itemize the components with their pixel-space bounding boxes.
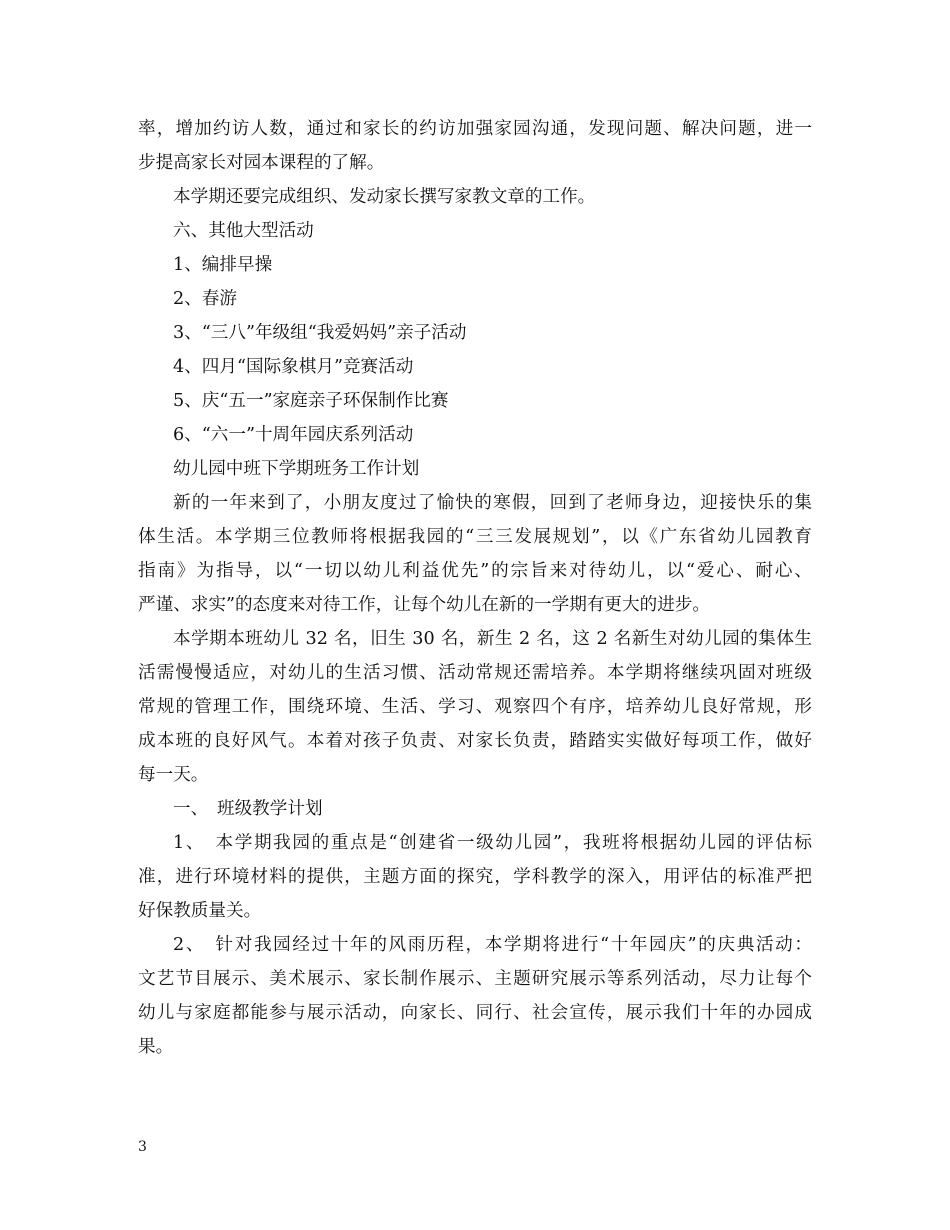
text-line: 率，增加约访人数，通过和家长的约访加强家园沟通，发现问题、解决问题，进一 xyxy=(138,119,812,139)
text-line: 好保教质量关。 xyxy=(138,901,262,921)
text-line: 新的一年来到了，小朋友度过了愉快的寒假，回到了老师身边，迎接快乐的集 xyxy=(173,493,812,513)
text-line: 每一天。 xyxy=(138,765,209,785)
text-line: 体生活。本学期三位教师将根据我园的“三三发展规划”，以《广东省幼儿园教育 xyxy=(138,527,812,547)
text-line: 常规的管理工作，围绕环境、生活、学习、观察四个有序，培养幼儿良好常规，形 xyxy=(138,697,812,717)
text-line: 文艺节目展示、美术展示、家长制作展示、主题研究展示等系列活动，尽力让每个 xyxy=(138,969,812,989)
page-number: 3 xyxy=(138,1139,147,1155)
text-line: 6、“六一”十周年园庆系列活动 xyxy=(173,425,414,445)
text-line: 4、四月“国际象棋月”竞赛活动 xyxy=(173,357,414,377)
text-line: 1、 本学期我园的重点是“创建省一级幼儿园”，我班将根据幼儿园的评估标 xyxy=(173,833,812,853)
text-line: 本学期还要完成组织、发动家长撰写家教文章的工作。 xyxy=(173,187,596,207)
text-line: 1、编排早操 xyxy=(173,255,273,275)
text-line: 六、其他大型活动 xyxy=(173,221,314,241)
text-line: 严谨、求实”的态度来对待工作，让每个幼儿在新的一学期有更大的进步。 xyxy=(138,595,710,615)
text-line: 2、 针对我园经过十年的风雨历程，本学期将进行“十年园庆”的庆典活动： xyxy=(173,935,812,955)
text-line: 果。 xyxy=(138,1037,174,1057)
text-line: 指南》为指导，以“一切以幼儿利益优先”的宗旨来对待幼儿，以“爱心、耐心、 xyxy=(138,561,812,581)
text-line: 3、“三八”年级组“我爱妈妈”亲子活动 xyxy=(173,323,467,343)
text-line: 本学期本班幼儿 32 名，旧生 30 名，新生 2 名，这 2 名新生对幼儿园的集体生 xyxy=(173,629,812,649)
text-line: 步提高家长对园本课程的了解。 xyxy=(138,153,385,173)
document-body xyxy=(138,112,812,1064)
text-line: 活需慢慢适应，对幼儿的生活习惯、活动常规还需培养。本学期将继续巩固对班级 xyxy=(138,663,812,683)
text-line: 成本班的良好风气。本着对孩子负责、对家长负责，踏踏实实做好每项工作，做好 xyxy=(138,731,812,751)
text-line: 5、庆“五一”家庭亲子环保制作比赛 xyxy=(173,391,449,411)
text-line: 一、 班级教学计划 xyxy=(173,799,323,819)
text-line: 2、春游 xyxy=(173,289,237,309)
text-line: 准，进行环境材料的提供，主题方面的探究，学科教学的深入，用评估的标准严把 xyxy=(138,867,812,887)
text-line: 幼儿与家庭都能参与展示活动，向家长、同行、社会宣传，展示我们十年的办园成 xyxy=(138,1003,812,1023)
text-line: 幼儿园中班下学期班务工作计划 xyxy=(173,459,420,479)
